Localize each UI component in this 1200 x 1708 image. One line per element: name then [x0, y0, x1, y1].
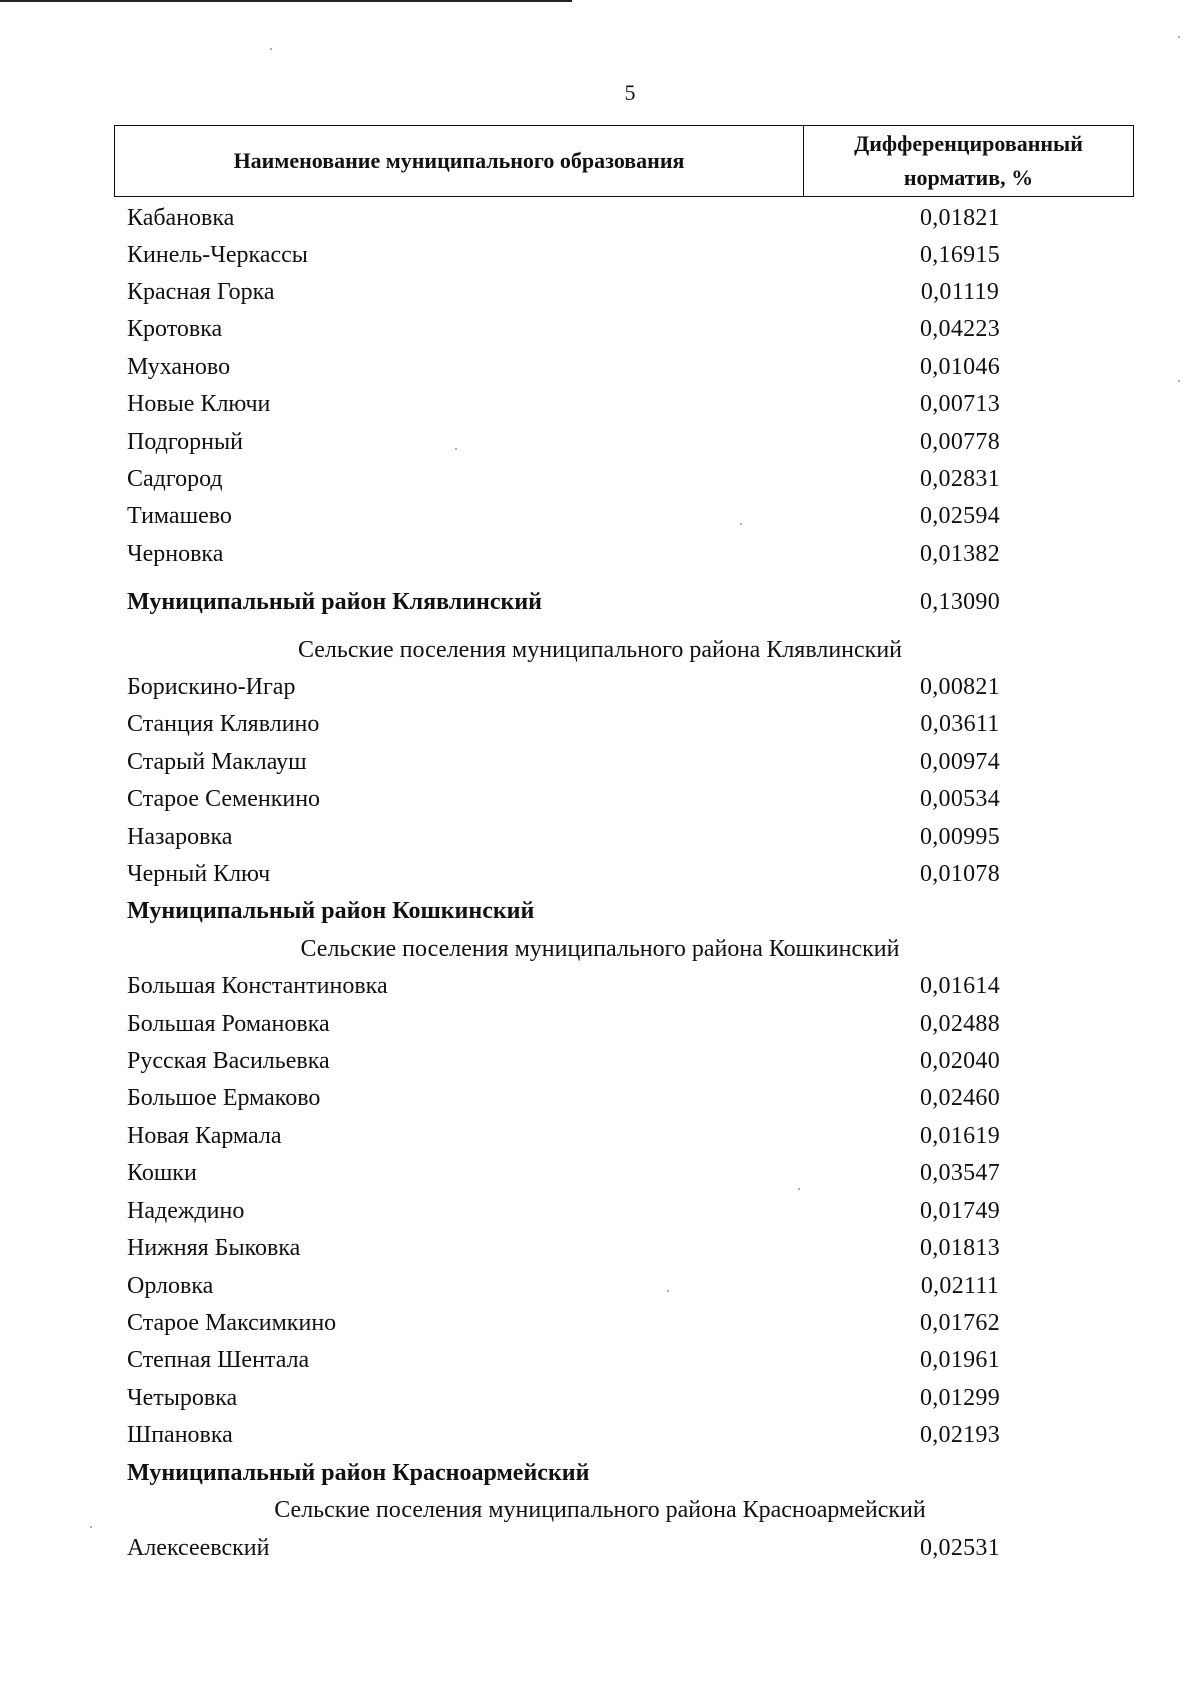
header-name-column: Наименование муниципального образования [115, 126, 804, 196]
row-name: Шпановка [127, 1422, 233, 1448]
row-value: 0,00534 [919, 786, 1001, 812]
table-row [0, 1193, 1200, 1229]
row-name: Черновка [127, 541, 224, 567]
row-value: 0,00778 [919, 429, 1001, 455]
district-name: Муниципальный район Красноармейский [127, 1460, 590, 1486]
table-row [0, 1043, 1200, 1079]
row-name: Кабановка [127, 205, 235, 231]
row-value: 0,01614 [919, 973, 1001, 999]
row-name: Надеждино [127, 1198, 245, 1224]
row-value: 0,02111 [920, 1273, 1000, 1299]
scan-speck [270, 48, 272, 50]
row-value: 0,01382 [919, 541, 1001, 567]
table-row [0, 461, 1200, 497]
row-name: Кинель-Черкассы [127, 242, 308, 268]
table-row [0, 744, 1200, 780]
district-row [0, 584, 1200, 620]
top-border-line [0, 0, 572, 2]
row-value: 0,02460 [919, 1085, 1001, 1111]
row-value: 0,01299 [919, 1385, 1001, 1411]
header-value-column [804, 126, 1133, 196]
scan-speck [740, 523, 742, 525]
row-name: Новые Ключи [127, 391, 271, 417]
subheading-text: Сельские поселения муниципального района Клявлинский [297, 637, 903, 663]
scan-speck [1178, 36, 1180, 38]
row-value: 0,01749 [919, 1198, 1001, 1224]
row-name: Большая Романовка [127, 1011, 330, 1037]
table-row [0, 349, 1200, 385]
row-name: Муханово [127, 354, 231, 380]
row-name: Четыровка [127, 1385, 238, 1411]
table-row [0, 1417, 1200, 1453]
district-name: Муниципальный район Клявлинский [127, 589, 542, 615]
header-value-line1: Дифференцированный [854, 131, 1083, 156]
district-row [0, 893, 1200, 929]
table-row [0, 1305, 1200, 1341]
row-name: Старое Семенкино [127, 786, 321, 812]
row-name: Нижняя Быковка [127, 1235, 301, 1261]
row-name: Орловка [127, 1273, 214, 1299]
table-row [0, 536, 1200, 572]
table-row [0, 968, 1200, 1004]
row-value: 0,00821 [919, 674, 1001, 700]
row-value: 0,01813 [919, 1235, 1001, 1261]
scan-speck [90, 1526, 92, 1528]
row-name: Старый Маклауш [127, 749, 307, 775]
table-row [0, 1380, 1200, 1416]
row-name: Тимашево [127, 503, 232, 529]
row-name: Назаровка [127, 824, 233, 850]
row-name: Кротовка [127, 316, 223, 342]
row-value: 0,03611 [920, 711, 1000, 737]
district-value: 0,13090 [919, 589, 1001, 615]
row-value: 0,02040 [919, 1048, 1001, 1074]
row-value: 0,00995 [919, 824, 1001, 850]
row-value: 0,00713 [919, 391, 1001, 417]
row-name: Русская Васильевка [127, 1048, 330, 1074]
row-value: 0,01046 [919, 354, 1001, 380]
row-value: 0,01821 [919, 205, 1001, 231]
subheading-row [0, 632, 1200, 668]
subheading-text: Сельские поселения муниципального района Красноармейский [274, 1497, 926, 1523]
table-row [0, 1530, 1200, 1566]
row-name: Алексеевский [127, 1535, 270, 1561]
table-row [0, 819, 1200, 855]
row-name: Большая Константиновка [127, 973, 388, 999]
row-value: 0,02531 [919, 1535, 1001, 1561]
row-name: Черный Ключ [127, 861, 271, 887]
row-name: Степная Шентала [127, 1347, 310, 1373]
row-value: 0,03547 [919, 1160, 1001, 1186]
row-value: 0,01762 [919, 1310, 1001, 1336]
table-row [0, 1006, 1200, 1042]
subheading-row [0, 931, 1200, 967]
row-name: Садгород [127, 466, 223, 492]
scan-speck [455, 448, 457, 450]
table-row [0, 424, 1200, 460]
district-row [0, 1455, 1200, 1491]
table-row [0, 1080, 1200, 1116]
row-value: 0,02831 [919, 466, 1001, 492]
row-value: 0,02594 [919, 503, 1001, 529]
row-value: 0,16915 [919, 242, 1001, 268]
table-row [0, 1118, 1200, 1154]
district-name: Муниципальный район Кошкинский [127, 898, 535, 924]
table-row [0, 781, 1200, 817]
row-value: 0,01619 [919, 1123, 1001, 1149]
table-row [0, 706, 1200, 742]
row-value: 0,00974 [919, 749, 1001, 775]
table-row [0, 1230, 1200, 1266]
row-value: 0,01119 [920, 279, 1000, 305]
table-row [0, 386, 1200, 422]
row-value: 0,01078 [919, 861, 1001, 887]
table-row [0, 274, 1200, 310]
row-name: Борискино-Игар [127, 674, 296, 700]
table-row [0, 669, 1200, 705]
table-row [0, 856, 1200, 892]
header-value-line2: норматив, % [903, 165, 1034, 190]
page-number: 5 [624, 80, 636, 105]
row-name: Подгорный [127, 429, 243, 455]
subheading-text: Сельские поселения муниципального района Кошкинский [300, 936, 900, 962]
table-row [0, 1342, 1200, 1378]
table-row [0, 498, 1200, 534]
row-value: 0,04223 [919, 316, 1001, 342]
row-name: Станция Клявлино [127, 711, 320, 737]
row-value: 0,02193 [919, 1422, 1001, 1448]
table-row [0, 1268, 1200, 1304]
table-row [0, 1155, 1200, 1191]
row-name: Старое Максимкино [127, 1310, 337, 1336]
scan-speck [1178, 380, 1180, 382]
table-row [0, 311, 1200, 347]
table-row [0, 237, 1200, 273]
scan-speck [798, 1188, 800, 1190]
row-value: 0,02488 [919, 1011, 1001, 1037]
scan-speck [667, 1290, 669, 1292]
subheading-row [0, 1492, 1200, 1528]
table-row [0, 200, 1200, 236]
row-name: Новая Кармала [127, 1123, 282, 1149]
row-value: 0,01961 [919, 1347, 1001, 1373]
table-header [114, 125, 1134, 197]
row-name: Большое Ермаково [127, 1085, 321, 1111]
row-name: Красная Горка [127, 279, 275, 305]
row-name: Кошки [127, 1160, 197, 1186]
